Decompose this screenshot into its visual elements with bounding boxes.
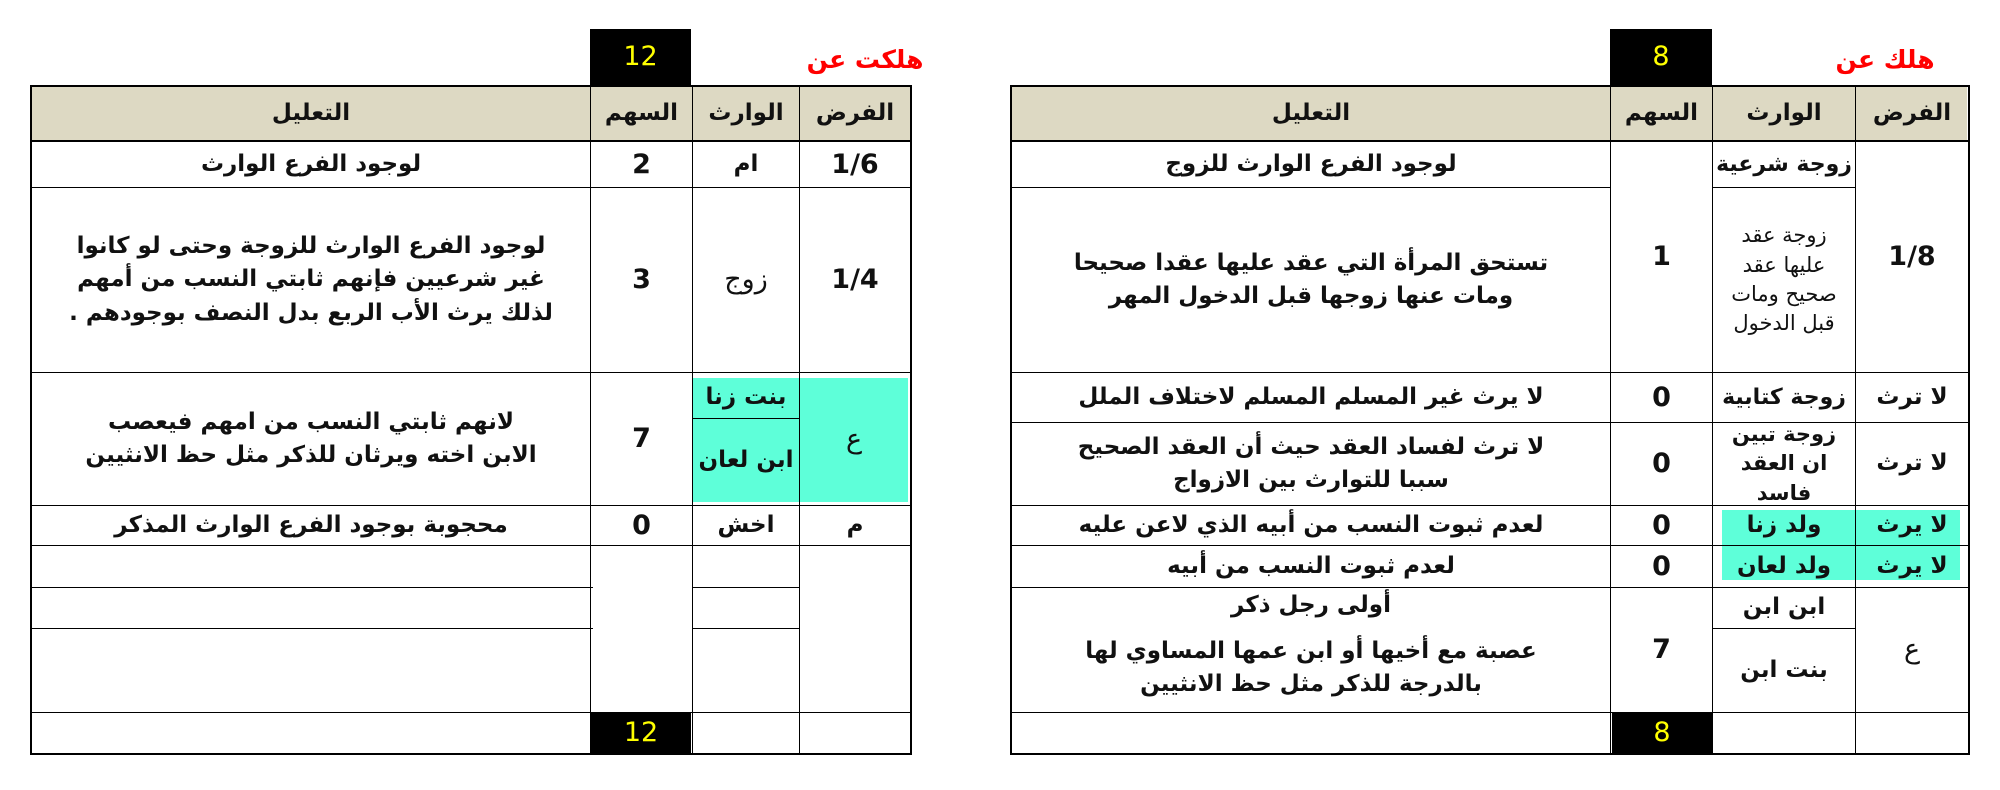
right-r1-talil: لوجود الفرع الوارث للزوج [1165,150,1457,177]
right-header-talil: التعليل [1271,99,1351,126]
right-r78-sahm: 7 [1652,634,1671,666]
right-r4-sahm: 0 [1652,448,1671,480]
right-r4-talil: لا ترث لفساد العقد حيث أن العقد الصحيح سببا للتوارث بين الازواج [1077,433,1545,493]
right-r6-fard: لا يرث [1876,552,1948,579]
left-header-talil: التعليل [271,99,351,126]
right-top-total: 8 [1610,29,1712,85]
right-r4-warith: زوجة تبين ان العقد فاسد [1731,421,1837,505]
right-header-warith: الوارث [1746,99,1822,126]
left-top-total: 12 [590,29,691,85]
left-r1-sahm: 2 [632,148,651,180]
right-header-sahm: السهم [1624,99,1699,126]
left-header-fard: الفرض [815,99,895,126]
left-r2-talil: لوجود الفرع الوارث للزوجة وحتى لو كانوا غير شرعيين فإنهم ثابتي النسب من أمهم لذلك يرث الأب الربع بدل النصف بوجودهم . [69,232,553,326]
right-r8-talil: عصبة مع أخيها أو ابن عمها المساوي لها بالدرجة للذكر مثل حظ الانثيين [1085,637,1537,697]
right-table-title: هلك عن [1835,44,1935,74]
left-r1-warith: ام [733,150,759,177]
right-r3-talil: لا يرث غير المسلم المسلم لاختلاف الملل [1078,383,1544,410]
right-r7-warith: ابن ابن [1742,594,1826,621]
left-r2-sahm: 3 [632,264,651,296]
left-r2-warith: زوج [724,264,768,296]
left-r4-talil: محجوبة بوجود الفرع الوارث المذكر [114,511,508,538]
left-r3-sahm: 7 [632,423,651,455]
left-r3-fard: ع [845,424,863,456]
right-r3-sahm: 0 [1652,381,1671,413]
right-r5-sahm: 0 [1652,509,1671,541]
left-r4-sahm: 0 [632,509,651,541]
right-r3-fard: لا ترث [1876,383,1948,410]
left-r3-talil: لانهم ثابتي النسب من امهم فيعصب الابن اخته ويرثان للذكر مثل حظ الانثيين [85,408,537,468]
right-header-fard: الفرض [1872,99,1952,126]
right-r12-sahm: 1 [1652,241,1671,273]
left-r1-fard: 1/6 [831,148,879,180]
left-r4-fard: م [846,511,864,538]
right-r4-fard: لا ترث [1876,450,1948,477]
right-r8-warith: بنت ابن [1740,656,1828,683]
right-r5-warith: ولد زنا [1746,511,1822,538]
left-r3-warith-b: ابن لعان [698,446,794,473]
right-r7-talil: أولى رجل ذكر [1231,592,1391,619]
left-table-title: هلكت عن [806,44,924,74]
right-r2-warith: زوجة عقد عليها عقد صحيح ومات قبل الدخول [1731,223,1837,336]
right-r5-talil: لعدم ثبوت النسب من أبيه الذي لاعن عليه [1078,511,1544,538]
right-r6-talil: لعدم ثبوت النسب من أبيه [1167,552,1455,579]
left-header-warith: الوارث [708,99,784,126]
left-r1-talil: لوجود الفرع الوارث [200,150,422,177]
right-r5-fard: لا يرث [1876,511,1948,538]
right-r1-warith: زوجة شرعية [1716,151,1852,177]
left-header-sahm: السهم [604,99,679,126]
left-r4-warith: اخش [717,511,775,538]
left-r2-fard: 1/4 [831,264,879,296]
right-r78-fard: ع [1903,634,1921,666]
right-r6-sahm: 0 [1652,550,1671,582]
right-r6-warith: ولد لعان [1736,552,1832,579]
right-bottom-total: 8 [1612,713,1712,753]
right-r12-fard: 1/8 [1888,241,1936,273]
left-r3-warith-a: بنت زنا [705,384,787,411]
right-r2-talil: تستحق المرأة التي عقد عليها عقدا صحيحا ومات عنها زوجها قبل الدخول المهر [1073,249,1549,309]
left-bottom-total: 12 [591,713,691,753]
right-r3-warith: زوجة كتابية [1722,384,1846,410]
